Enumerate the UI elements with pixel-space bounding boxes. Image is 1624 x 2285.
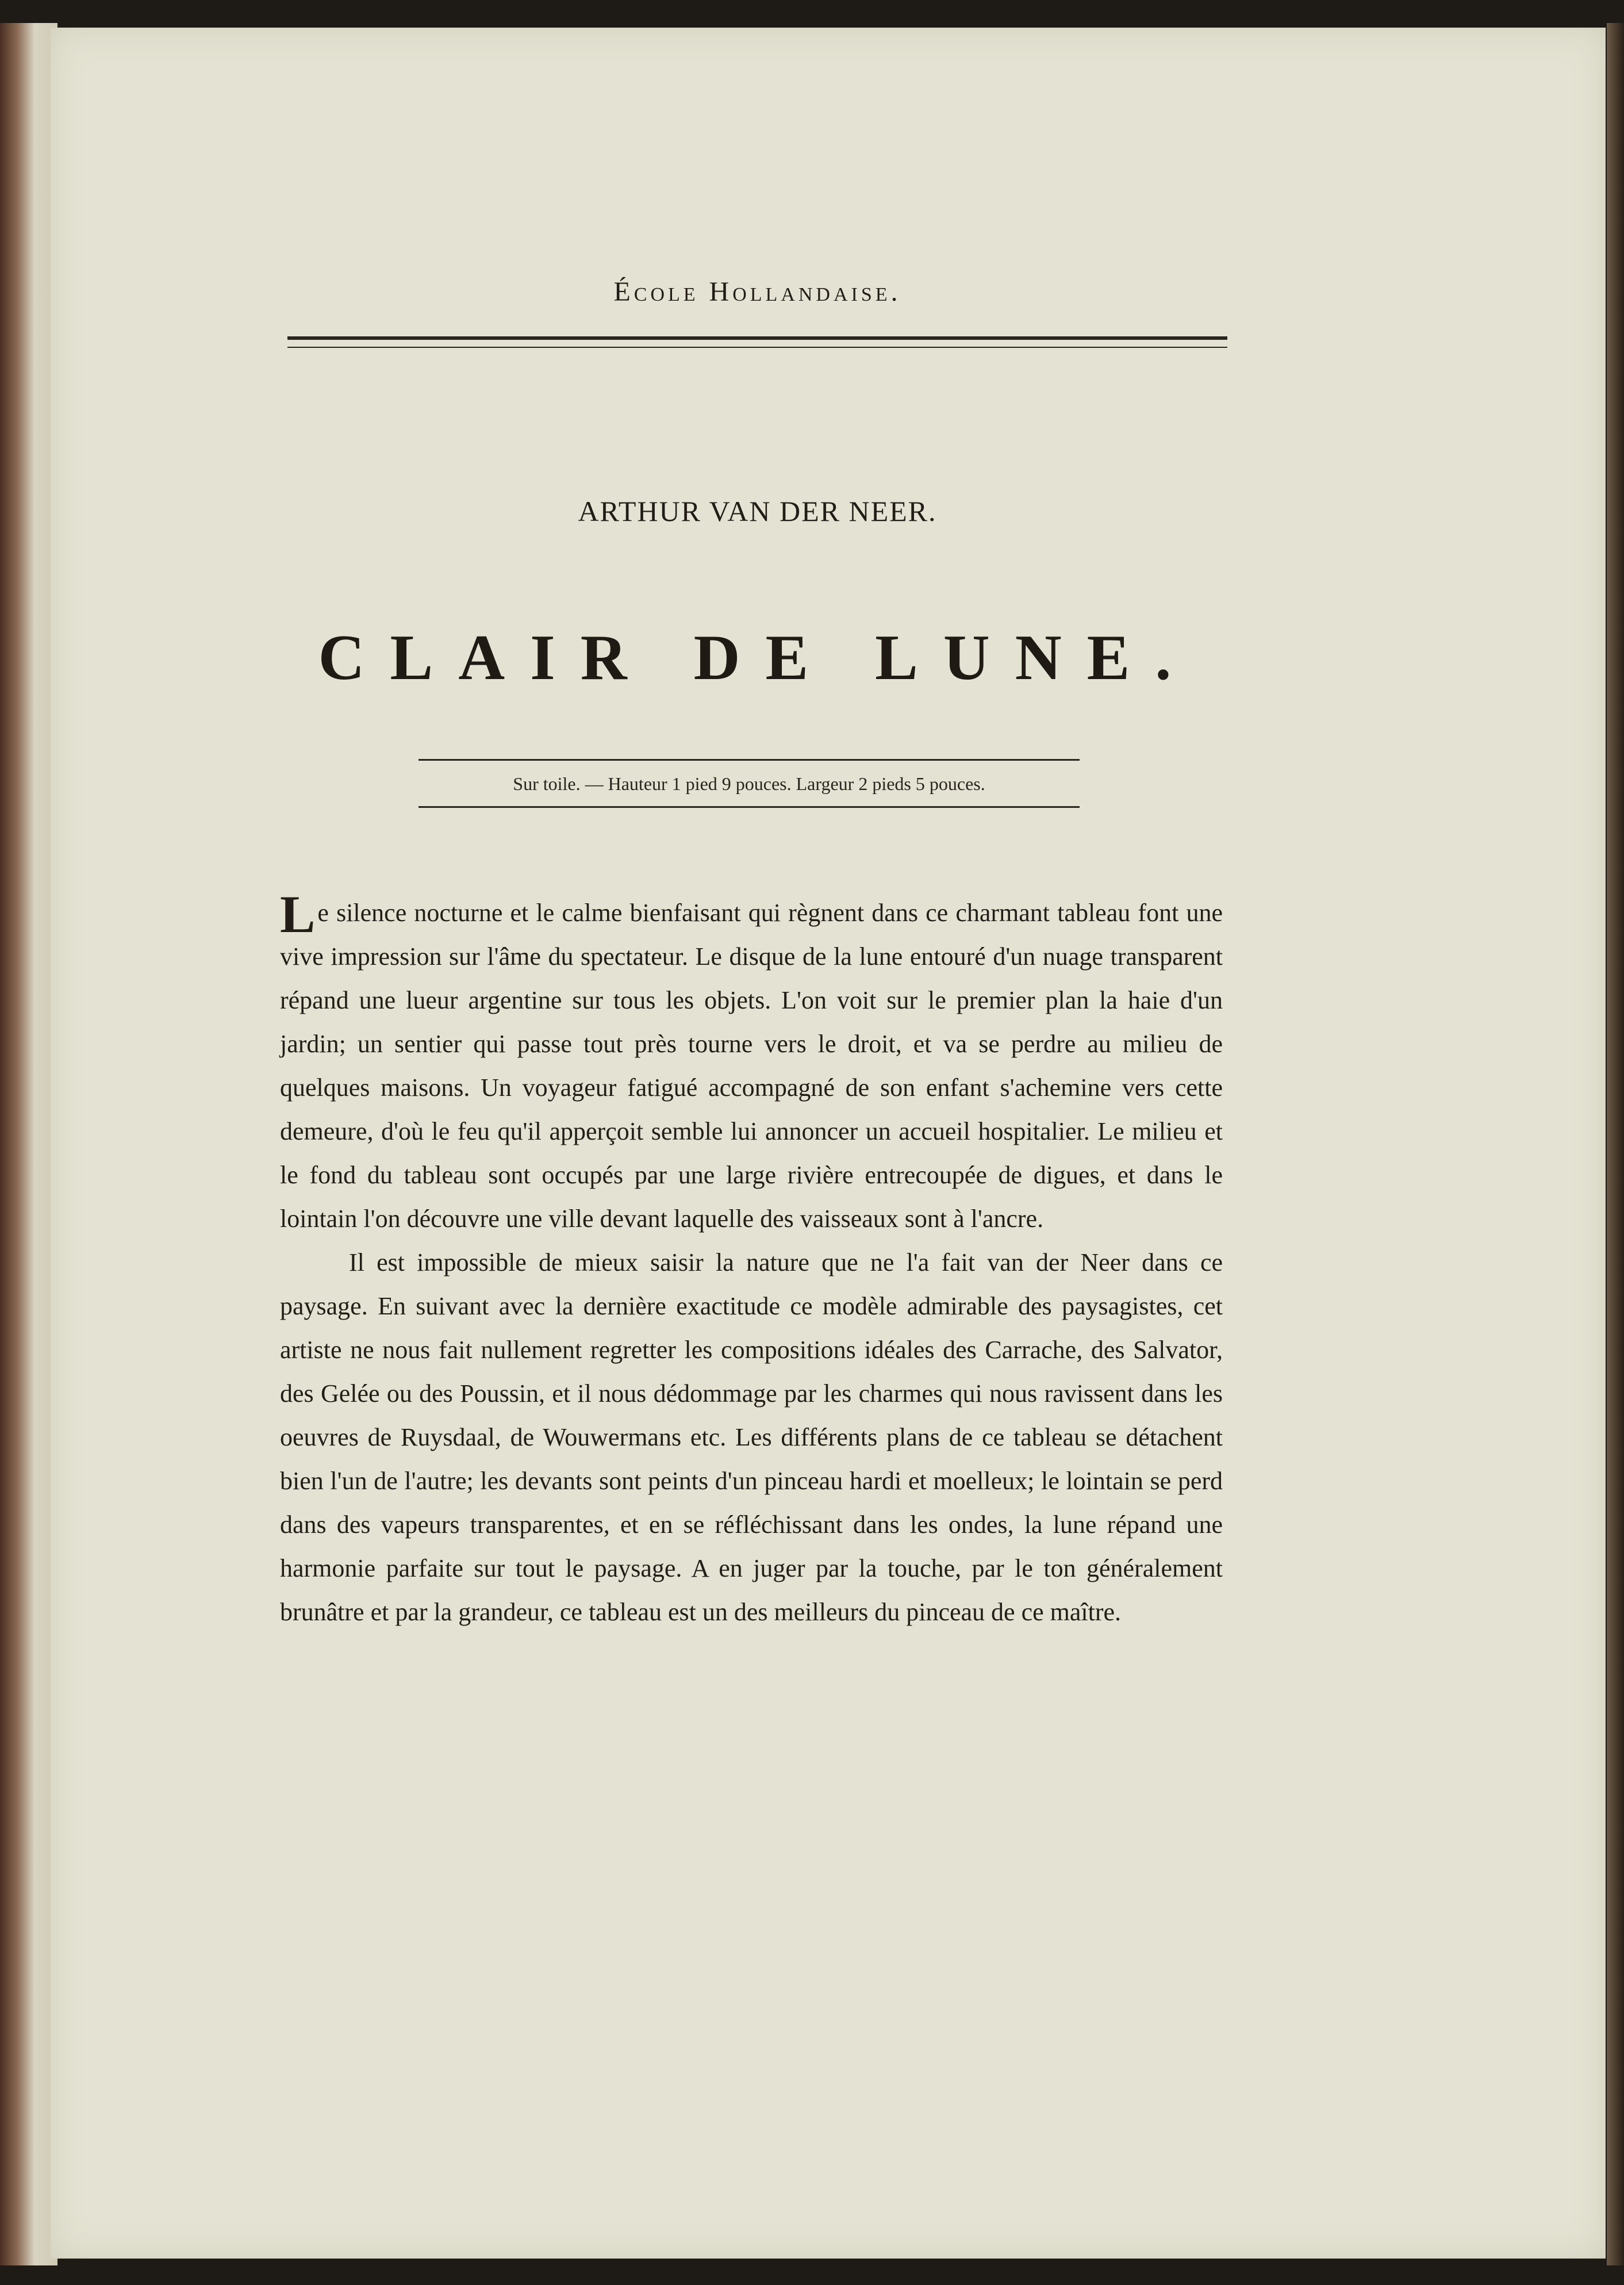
right-book-edge	[1607, 23, 1624, 2265]
paragraph-2: Il est impossible de mieux saisir la nature que ne l'a fait van der Neer dans ce paysage. En suivant avec la dernière exactitude ce modèle admirable des paysagistes, cet artiste ne nous fait nullement regretter les compositions idéales des Carrache, des Salvator, des Gelée ou des Poussin, et il nous dédommage par les charmes qui nous ravissent dans les oeuvres de Ruysdaal, de Wouwermans etc. Les différents plans de ce tableau se détachent bien l'un de l'autre; les devants sont peints d'un pinceau hardi et moelleux; le lointain se perd dans des vapeurs transparentes, et en se réfléchissant dans les ondes, la lune répand une harmonie parfaite sur tout le paysage. A en juger par la touche, par le ton généralement brunâtre et par la grandeur, ce tableau est un des meilleurs du pinceau de ce maître.	[280, 1248, 1223, 1626]
body-text	[280, 885, 1223, 1634]
paragraph-1-text: e silence nocturne et le calme bienfaisant qui règnent dans ce charmant tableau font une vive impression sur l'âme du spectateur. Le disque de la lune entouré d'un nuage transparent répand une lueur argentine sur tous les objets. L'on voit sur le premier plan la haie d'un jardin; un sentier qui passe tout près tourne vers le droit, et va se perdre au milieu de quelques maisons. Un voyageur fatigué accompagné de son enfant s'achemine vers cette demeure, d'où le feu qu'il apperçoit semble lui annoncer un accueil hospitalier. Le milieu et le fond du tableau sont occupés par une large rivière entrecoupée de digues, et dans le lointain l'on découvre une ville devant laquelle des vaisseaux sont à l'ancre.	[280, 899, 1223, 1233]
left-page-edge	[0, 23, 57, 2265]
dimensions-line: Sur toile. — Hauteur 1 pied 9 pouces. Largeur 2 pieds 5 pouces.	[419, 759, 1080, 808]
school-header: École Hollandaise.	[613, 277, 901, 307]
drop-cap: L	[280, 885, 316, 944]
artist-name: ARTHUR VAN DER NEER.	[578, 495, 937, 527]
painting-title: CLAIR DE LUNE.	[318, 622, 1197, 693]
paragraph-1	[280, 885, 1223, 1241]
header-rule	[287, 336, 1227, 348]
